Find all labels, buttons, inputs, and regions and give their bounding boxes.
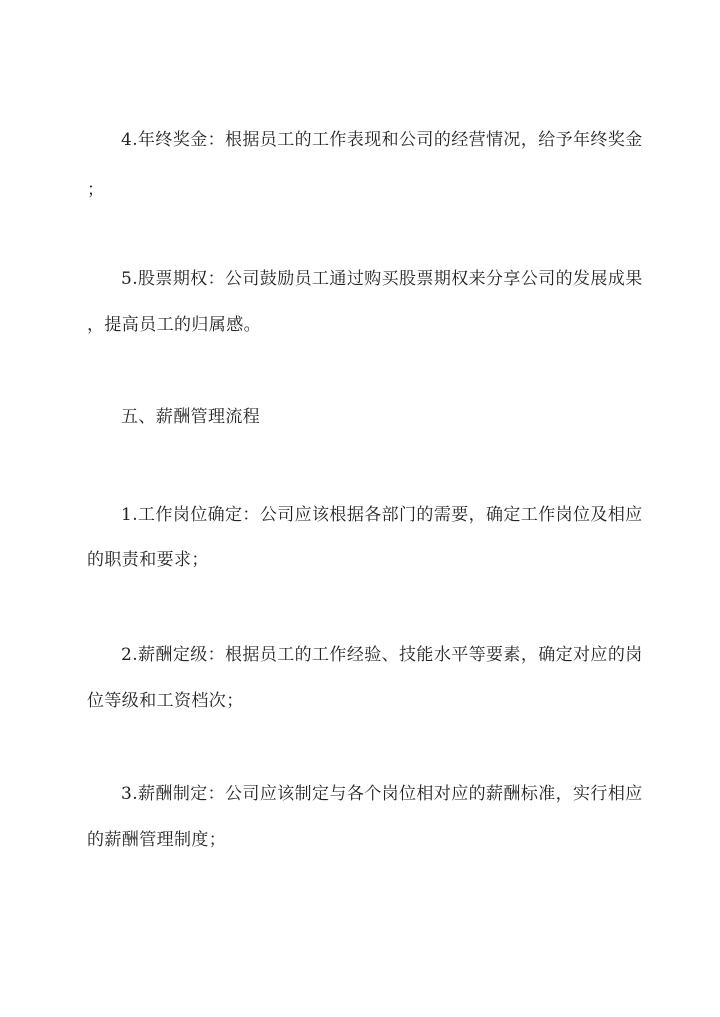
paragraph-stock-options-line-2: ，提高员工的归属感。: [87, 315, 261, 335]
paragraph-job-position-line-2: 的职责和要求；: [87, 550, 209, 570]
paragraph-salary-setting-line-2: 的薪酬管理制度；: [87, 830, 227, 850]
paragraph-salary-grading-line-1: 2.薪酬定级：根据员工的工作经验、技能水平等要素，确定对应的岗: [121, 645, 643, 665]
paragraph-year-end-bonus-line-1: 4.年终奖金：根据员工的工作表现和公司的经营情况，给予年终奖金: [121, 130, 643, 150]
paragraph-job-position-line-1: 1.工作岗位确定：公司应该根据各部门的需要，确定工作岗位及相应: [121, 505, 643, 525]
paragraph-year-end-bonus-line-2: ；: [87, 180, 105, 200]
paragraph-salary-setting-line-1: 3.薪酬制定：公司应该制定与各个岗位相对应的薪酬标准，实行相应: [121, 784, 643, 804]
paragraph-salary-grading-line-2: 位等级和工资档次；: [87, 691, 244, 711]
paragraph-stock-options-line-1: 5.股票期权：公司鼓励员工通过购买股票期权来分享公司的发展成果: [121, 269, 643, 289]
section-heading: 五、薪酬管理流程: [121, 407, 261, 427]
